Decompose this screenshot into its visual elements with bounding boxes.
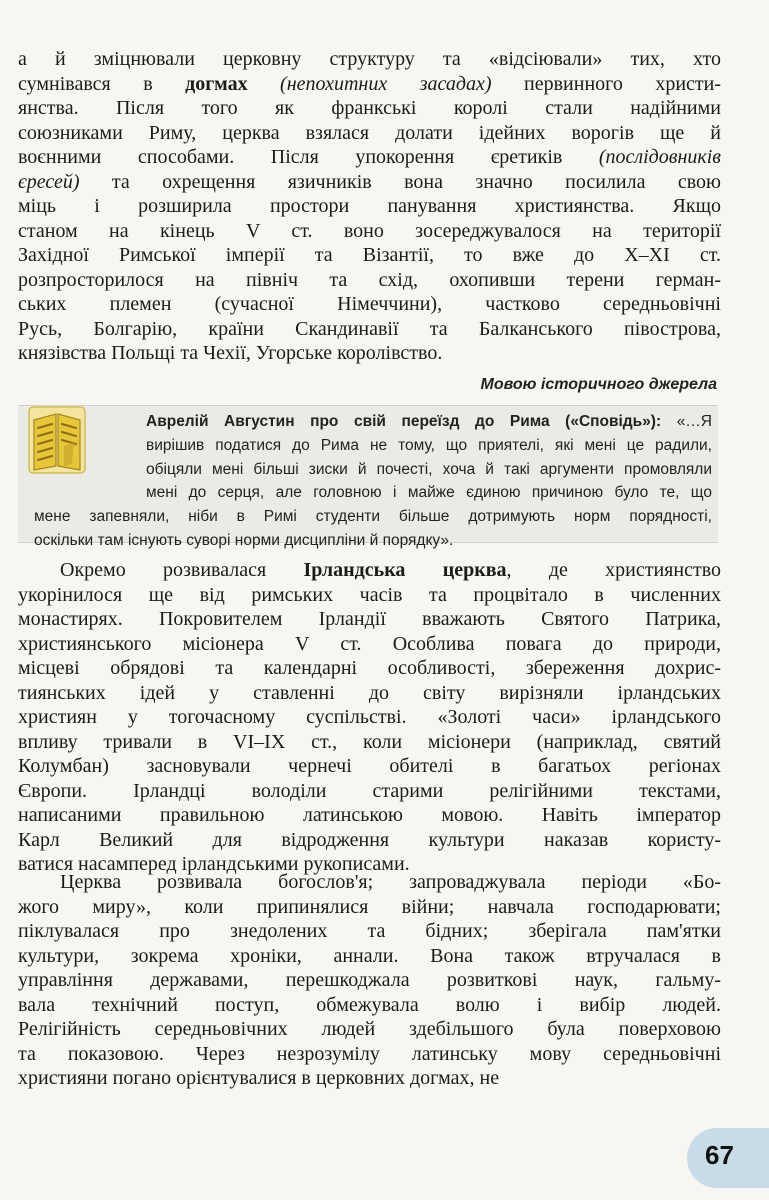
source-line: Аврелій Августин про свій переїзд до Рима («Сповідь»): «…Я: [146, 413, 713, 430]
text-line: Колумбан) засновували чернечі обителі в багатьох регіонах: [18, 755, 721, 777]
text-line: Карл Великий для відродження культури наказав користу-: [18, 828, 721, 851]
italic-term: (непохитних засадах): [280, 72, 492, 95]
text-line: християни погано орієнтувалися в церковних догмах, не: [18, 1067, 500, 1089]
text-line: князівства Польщі та Чехії, Угорське королівство.: [18, 342, 443, 364]
text-line: християнського місіонера V ст. Особлива повага до природи,: [18, 632, 721, 655]
paragraph-3: [18, 870, 721, 1091]
bold-term: догмах: [185, 72, 248, 95]
text-line: станом на кінець V ст. воно зосереджувалося на території: [18, 219, 721, 242]
text-line: міць і розширила простори панування християнства. Якщо: [18, 195, 721, 217]
text-line: жого миру», коли припинялися війни; навчала господарювати;: [18, 895, 721, 918]
text-line: вала технічний поступ, обмежувала волю і вибір людей.: [18, 993, 721, 1016]
text-line: Європи. Ірландці володіли старими релігійними текстами,: [18, 779, 721, 802]
text-line: ватися насамперед ірландськими рукописами.: [18, 853, 410, 875]
text-line: Русь, Болгарію, країни Скандинавії та Балканського півострова,: [18, 317, 721, 340]
source-line: мене запевняли, ніби в Римі студенти більше дотримують норм порядності,: [34, 508, 712, 526]
italic-term: (послідовників: [598, 146, 721, 168]
text-line: Західної Римської імперії та Візантії, то вже до X–XI ст.: [18, 244, 721, 266]
text-line: Церква розвивала богослов'я; запроваджувала періоди «Бо-: [60, 871, 721, 893]
source-heading: Мовою історичного джерела: [480, 376, 717, 393]
text-line: єресей) та охрещення язичників вона значно посилила свою: [18, 170, 721, 193]
text-line: Окремо розвивалася Ірландська церква, де християнство: [60, 559, 721, 581]
text-line: піклувалася про знедолених та бідних; зберігала пам'ятки: [18, 920, 721, 942]
text-line: сумнівався в догмах (непохитних засадах) первинного христи-: [18, 72, 721, 95]
text-line: християн у тогочасному суспільстві. «Золоті часи» ірландського: [18, 706, 721, 728]
text-line: впливу тривали в VI–IX ст., коли місіонери (наприклад, святий: [18, 730, 721, 753]
text-line: тиянських ідей у ставленні до світу вирізняли ірландських: [18, 681, 721, 704]
text-line: монастирях. Покровителем Ірландії вважають Святого Патрика,: [18, 608, 721, 630]
source-line: оскільки там існують суворі норми дисципліни й порядку».: [34, 531, 454, 549]
text-line: управління державами, перешкоджала розвиткові наук, гальму-: [18, 969, 721, 991]
text-line: місцеві обрядові та календарні особливості, збереження дохрис-: [18, 657, 721, 679]
source-line: мені до серця, але головною і майже єдиною причиною було те, що: [146, 484, 712, 502]
text-line: союзниками Риму, церква взялася долати ідейних ворогів ще й: [18, 121, 721, 144]
source-quote: [34, 410, 712, 553]
source-line: вирішив податися до Рима не тому, що приятелі, які мені це радили,: [146, 436, 712, 454]
text-line: розпросторилося на північ та схід, охопивши терени герман-: [18, 268, 721, 291]
text-line: Релігійність середньовічних людей здебільшого була поверховою: [18, 1018, 721, 1040]
source-author: Аврелій Августин про свій переїзд до Рима («Сповідь»):: [146, 413, 662, 430]
text-line: воєнними способами. Після упокорення єретиків (послідовників: [18, 146, 721, 168]
bold-term: Ірландська церква: [303, 559, 507, 581]
paragraph-2: [18, 558, 721, 877]
text-line: та показовою. Через незрозумілу латинську мову середньовічні: [18, 1042, 721, 1065]
paragraph-1: [18, 47, 721, 366]
text-line: янства. Після того як франкські королі стали надійними: [18, 97, 721, 119]
italic-term: єресей): [18, 170, 80, 193]
text-line: написаними правильною латинською мовою. Навіть імператор: [18, 804, 721, 826]
text-line: культури, зокрема хроніки, аннали. Вона також втручалася в: [18, 944, 721, 967]
text-line: а й зміцнювали церковну структуру та «відсіювали» тих, хто: [18, 48, 721, 70]
page-number-tab: [687, 1128, 769, 1188]
text-line: ських племен (сучасної Німеччини), частково середньовічні: [18, 293, 721, 315]
source-line: обіцяли мені більші зиски й почесті, хоча й такі аргументи промовляли: [146, 460, 712, 478]
page-number: 67: [705, 1140, 734, 1170]
text-line: укорінилося ще від римських часів та процвітало в численних: [18, 583, 721, 606]
